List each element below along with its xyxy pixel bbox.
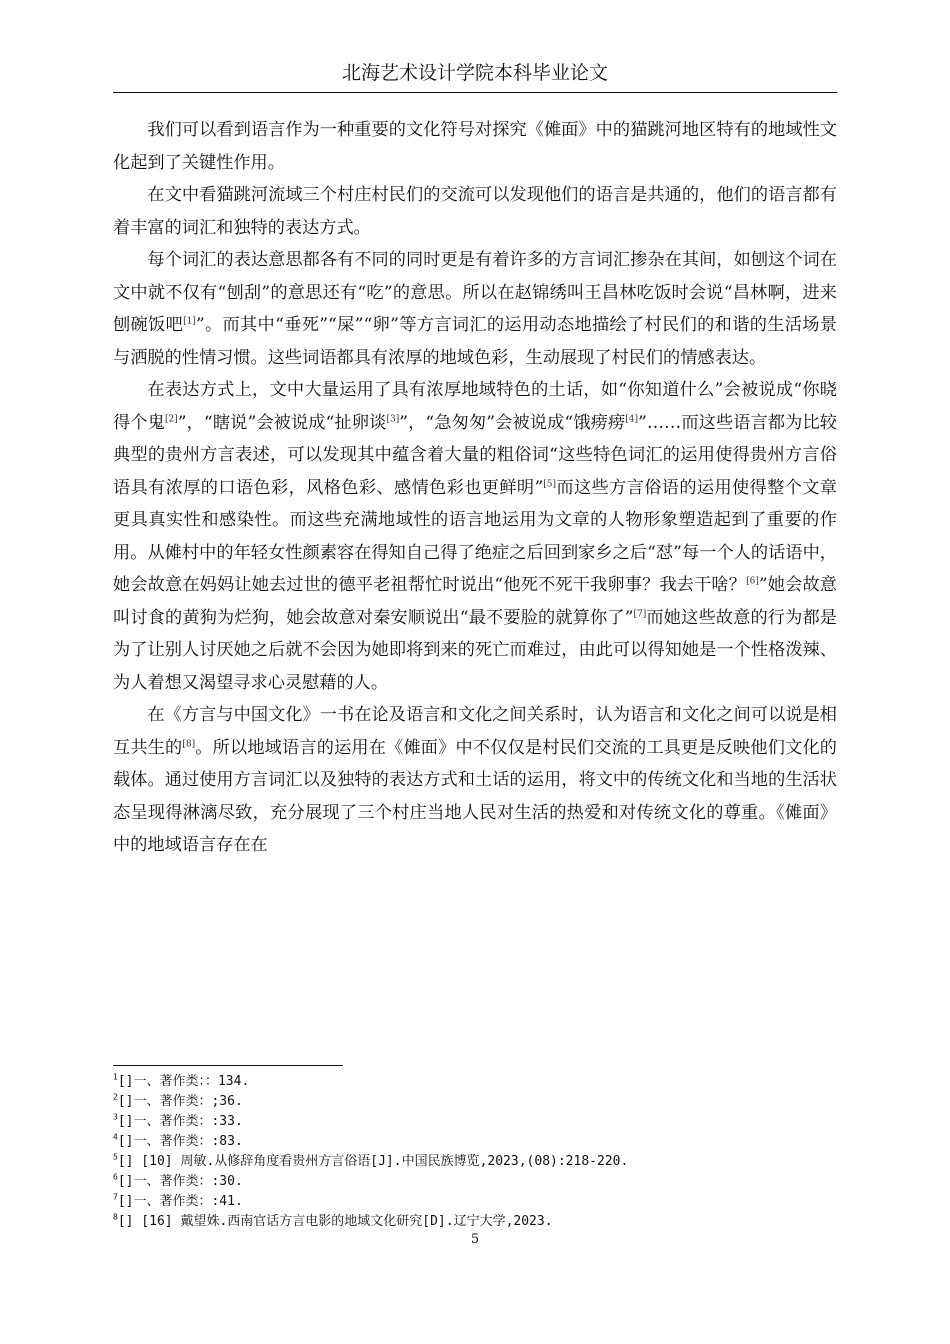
footnote-text: []一、著作类：:83. bbox=[117, 1134, 243, 1149]
citation-reference[interactable]: [7] bbox=[633, 608, 647, 619]
footnote-item bbox=[113, 1092, 837, 1112]
paragraph-text: ”，“瞎说”会被说成“扯卵谈 bbox=[177, 412, 387, 433]
paragraph-text: 而她这些故意的行为都是为了让别人讨厌她之后就不会因为她即将到来的死亡而难过，由此可以得知她是一个性格泼辣、为人着想又渴望寻求心灵慰藉的人。 bbox=[113, 607, 837, 693]
footnote-mark: 2 bbox=[113, 1092, 118, 1102]
footnote-text: []一、著作类：:30. bbox=[117, 1174, 243, 1189]
footnotes bbox=[113, 1072, 837, 1232]
paragraph-text: 在《方言与中国文化》一书在论及语言和文化之间关系时，认为语言和文化之间可以说是相互共生的 bbox=[113, 705, 837, 758]
citation-reference[interactable]: [6] bbox=[746, 576, 759, 587]
footnote-mark: 7 bbox=[113, 1192, 118, 1202]
paragraph-text: ”，“急匆匆”会被说成“饿痨痨 bbox=[399, 412, 626, 433]
paragraph-text: 。所以地域语言的运用在《傩面》中不仅仅是村民们交流的工具更是反映他们文化的载体。通过使用方言词汇以及独特的表达方式和土话的运用，将文中的传统文化和当地的生活状态呈现得淋漓尽致，充分展现了三个村庄当地人民对生活的热爱和对传统文化的尊重。《傩面》中的地域语言存在在 bbox=[113, 737, 837, 855]
citation-reference[interactable]: [4] bbox=[625, 413, 639, 424]
footnote-item bbox=[113, 1132, 837, 1152]
footnote-item bbox=[113, 1172, 837, 1192]
citation-reference[interactable]: [2] bbox=[164, 413, 178, 424]
footnote-item bbox=[113, 1152, 837, 1172]
footnote-mark: 6 bbox=[113, 1172, 118, 1182]
body-paragraph bbox=[113, 699, 837, 862]
paragraph-text: 每个词汇的表达意思都各有不同的同时更是有着许多的方言词汇掺杂在其间，如刨这个词在文中就不仅有“刨刮”的意思还有“吃”的意思。所以在赵锦绣叫王昌林吃饭时会说“昌林啊，进来刨碗饭吧 bbox=[113, 250, 837, 335]
paragraph-text: 在表达方式上，文中大量运用了具有浓厚地域特色的土话，如“你知道什么”会被说成“你晓得个鬼 bbox=[113, 380, 837, 433]
footnote-mark: 4 bbox=[113, 1132, 118, 1142]
footnote-item bbox=[113, 1192, 837, 1212]
footnote-divider bbox=[113, 1065, 343, 1066]
body-paragraph bbox=[113, 244, 837, 374]
footnote-mark: 5 bbox=[113, 1152, 118, 1162]
body-paragraph bbox=[113, 374, 837, 699]
body-paragraph bbox=[113, 179, 837, 244]
footnote-item bbox=[113, 1212, 837, 1232]
footnote-text: []一、著作类：;36. bbox=[117, 1094, 243, 1109]
paragraph-text: 我们可以看到语言作为一种重要的文化符号对探究《傩面》中的猫跳河地区特有的地域性文化起到了关键性作用。 bbox=[113, 120, 837, 173]
paragraph-text: 而这些方言俗语的运用使得整个文章更具真实性和感染性。而这些充满地域性的语言地运用为文章的人物形象塑造起到了重要的作用。从傩村中的年轻女性颜素容在得知自己得了绝症之后回到家乡之后“怼”每一个人的话语中，她会故意在妈妈让她去过世的德平老祖帮忙时说出“他死不死干我卵事？我去干啥？ bbox=[113, 477, 837, 595]
body-text bbox=[113, 114, 837, 862]
paragraph-text: 在文中看猫跳河流域三个村庄村民们的交流可以发现他们的语言是共通的，他们的语言都有着丰富的词汇和独特的表达方式。 bbox=[113, 185, 837, 238]
paragraph-text: ”。而其中“垂死”“屎”“卵”等方言词汇的运用动态地描绘了村民们的和谐的生活场景与洒脱的性情习惯。这些词语都具有浓厚的地域色彩，生动展现了村民们的情感表达。 bbox=[113, 315, 837, 368]
citation-reference[interactable]: [5] bbox=[543, 478, 557, 489]
footnote-text: []一、著作类：：134. bbox=[117, 1074, 250, 1089]
page-number: 5 bbox=[470, 1232, 480, 1247]
paragraph-text: ”她会故意叫讨食的黄狗为烂狗，她会故意对秦安顺说出“最不要脸的就算你了” bbox=[113, 575, 837, 628]
footnote-item bbox=[113, 1112, 837, 1132]
citation-reference[interactable]: [8] bbox=[182, 738, 196, 749]
citation-reference[interactable]: [1] bbox=[183, 316, 196, 327]
footnote-text: []一、著作类：:33. bbox=[117, 1114, 243, 1129]
page-header-title: 北海艺术设计学院本科毕业论文 bbox=[341, 62, 608, 84]
footnote-mark: 8 bbox=[113, 1212, 118, 1222]
footnote-item bbox=[113, 1072, 837, 1092]
citation-reference[interactable]: [3] bbox=[386, 413, 400, 424]
footnote-mark: 3 bbox=[113, 1112, 118, 1122]
paragraph-text: ”……而这些语言都为比较典型的贵州方言表述，可以发现其中蕴含着大量的粗俗词“这些特色词汇的运用使得贵州方言俗语具有浓厚的口语色彩，风格色彩、感情色彩也更鲜明” bbox=[113, 412, 837, 498]
header-divider bbox=[113, 92, 837, 93]
footnote-text: []一、著作类：:41. bbox=[117, 1194, 243, 1209]
footnote-text: [] [10] 周敏.从修辞角度看贵州方言俗语[J].中国民族博览,2023,(08):218-220. bbox=[117, 1154, 629, 1169]
body-paragraph bbox=[113, 114, 837, 179]
footnote-text: [] [16] 戴望姝.西南官话方言电影的地域文化研究[D].辽宁大学,2023. bbox=[117, 1214, 553, 1229]
footnote-mark: 1 bbox=[113, 1072, 118, 1082]
